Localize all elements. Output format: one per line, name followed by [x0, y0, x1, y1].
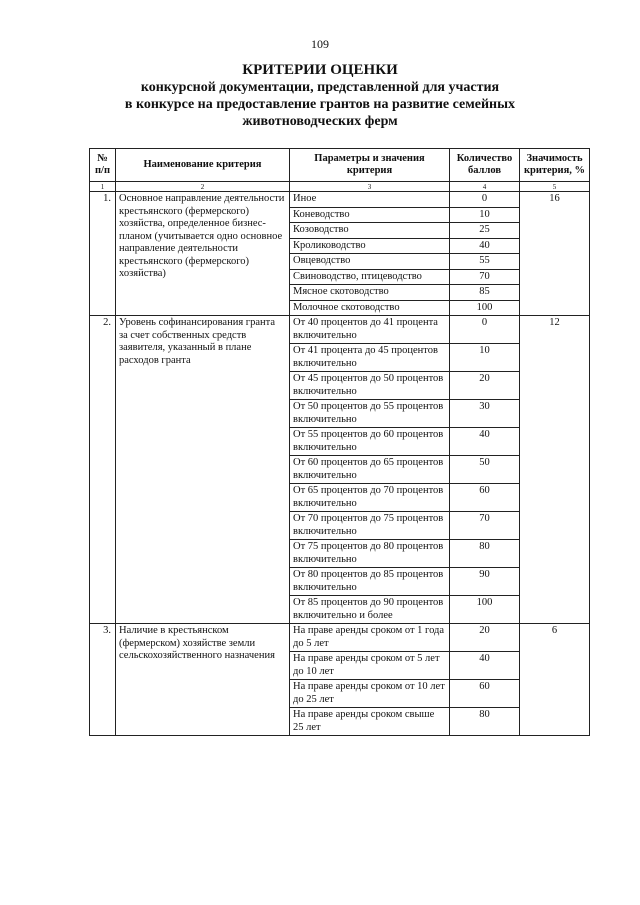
column-number: 3 — [290, 182, 450, 192]
criterion-points: 40 — [450, 238, 520, 254]
criteria-table — [89, 148, 590, 736]
criterion-weight: 12 — [520, 316, 590, 624]
criterion-points: 85 — [450, 285, 520, 301]
column-number: 5 — [520, 182, 590, 192]
criterion-name: Основное направление деятельности крестьянского (фермерского) хозяйства, определенное бизнес-планом (учитывается одно основное направление деятельности крестьянского (фермерского) хозяйства) — [116, 192, 290, 316]
header-params: Параметры и значения критерия — [290, 149, 450, 182]
column-number: 4 — [450, 182, 520, 192]
criterion-name: Уровень софинансирования гранта за счет собственных средств заявителя, указанный в плане расходов гранта — [116, 316, 290, 624]
page-number: 109 — [311, 37, 329, 51]
criterion-points: 40 — [450, 652, 520, 680]
criterion-parameter: На праве аренды сроком от 10 лет до 25 лет — [290, 680, 450, 708]
column-number: 2 — [116, 182, 290, 192]
criterion-points: 30 — [450, 400, 520, 428]
criterion-parameter: От 60 процентов до 65 процентов включительно — [290, 456, 450, 484]
criterion-parameter: От 75 процентов до 80 процентов включительно — [290, 540, 450, 568]
criterion-parameter: Мясное скотоводство — [290, 285, 450, 301]
criterion-parameter: От 65 процентов до 70 процентов включительно — [290, 484, 450, 512]
criterion-parameter: Свиноводство, птицеводство — [290, 269, 450, 285]
criterion-parameter: Молочное скотоводство — [290, 300, 450, 316]
criterion-parameter: От 85 процентов до 90 процентов включительно и более — [290, 596, 450, 624]
title-line-2: конкурсной документации, представленной для участия — [140, 80, 500, 95]
criterion-points: 80 — [450, 708, 520, 736]
criterion-parameter: Козоводство — [290, 223, 450, 239]
column-number: 1 — [90, 182, 116, 192]
criterion-parameter: На праве аренды сроком свыше 25 лет — [290, 708, 450, 736]
criterion-parameter: От 70 процентов до 75 процентов включительно — [290, 512, 450, 540]
criterion-points: 60 — [450, 680, 520, 708]
criterion-weight: 16 — [520, 192, 590, 316]
criterion-parameter: Кролиководство — [290, 238, 450, 254]
criterion-points: 20 — [450, 372, 520, 400]
table-header-row — [90, 149, 590, 182]
table-row — [90, 624, 590, 652]
criterion-weight: 6 — [520, 624, 590, 736]
column-number-row — [90, 182, 590, 192]
criterion-parameter: От 50 процентов до 55 процентов включительно — [290, 400, 450, 428]
title-line-3: в конкурсе на предоставление грантов на развитие семейных — [124, 97, 516, 112]
criterion-points: 100 — [450, 596, 520, 624]
criterion-parameter: На праве аренды сроком от 5 лет до 10 лет — [290, 652, 450, 680]
criterion-points: 40 — [450, 428, 520, 456]
criterion-parameter: Овцеводство — [290, 254, 450, 270]
header-weight: Значимость критерия, % — [520, 149, 590, 182]
criterion-points: 20 — [450, 624, 520, 652]
criterion-points: 60 — [450, 484, 520, 512]
criterion-parameter: Иное — [290, 192, 450, 208]
title-line-1: КРИТЕРИИ ОЦЕНКИ — [242, 62, 398, 78]
criterion-points: 55 — [450, 254, 520, 270]
criterion-parameter: Коневодство — [290, 207, 450, 223]
criterion-number: 3. — [90, 624, 116, 736]
header-points: Количество баллов — [450, 149, 520, 182]
criterion-points: 25 — [450, 223, 520, 239]
header-num: № п/п — [90, 149, 116, 182]
title-line-4: животноводческих ферм — [242, 114, 398, 129]
criterion-points: 100 — [450, 300, 520, 316]
criterion-points: 0 — [450, 192, 520, 208]
document-title — [0, 62, 640, 130]
table-row — [90, 316, 590, 344]
criterion-number: 1. — [90, 192, 116, 316]
criterion-parameter: От 80 процентов до 85 процентов включительно — [290, 568, 450, 596]
criterion-points: 70 — [450, 269, 520, 285]
table-row — [90, 192, 590, 208]
criterion-parameter: На праве аренды сроком от 1 года до 5 лет — [290, 624, 450, 652]
criterion-name: Наличие в крестьянском (фермерском) хозяйстве земли сельскохозяйственного назначения — [116, 624, 290, 736]
criterion-parameter: От 45 процентов до 50 процентов включительно — [290, 372, 450, 400]
criterion-points: 70 — [450, 512, 520, 540]
criterion-points: 10 — [450, 207, 520, 223]
criterion-parameter: От 40 процентов до 41 процента включительно — [290, 316, 450, 344]
criterion-parameter: От 41 процента до 45 процентов включительно — [290, 344, 450, 372]
criterion-points: 50 — [450, 456, 520, 484]
criterion-points: 0 — [450, 316, 520, 344]
criterion-points: 10 — [450, 344, 520, 372]
criterion-points: 90 — [450, 568, 520, 596]
criterion-parameter: От 55 процентов до 60 процентов включительно — [290, 428, 450, 456]
criterion-points: 80 — [450, 540, 520, 568]
header-name: Наименование критерия — [116, 149, 290, 182]
criterion-number: 2. — [90, 316, 116, 624]
